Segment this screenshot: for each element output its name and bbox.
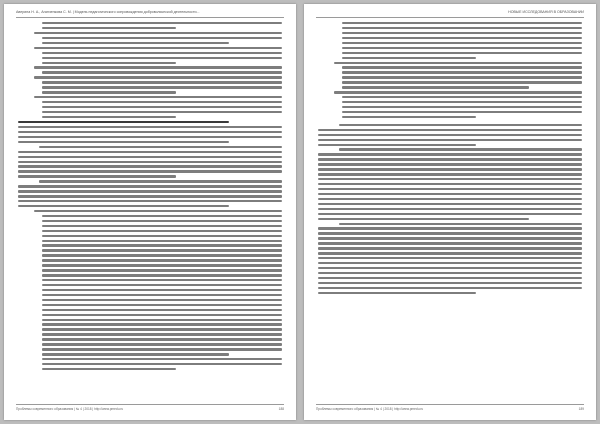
right-page-number: 189 <box>578 407 584 411</box>
left-body-text <box>18 22 282 396</box>
left-page-number: 188 <box>278 407 284 411</box>
left-running-head: Аверина Н. А., Агапченкова С. М. | Модель педагогического сопровождения добровольческой деятельности... <box>16 10 284 18</box>
left-footer-journal: Проблемы современного образования | № 4 | 2018 | http://www.pmedu.ru <box>16 407 124 411</box>
left-page <box>4 4 296 420</box>
right-page <box>304 4 596 420</box>
right-footer-journal: Проблемы современного образования | № 4 | 2018 | http://www.pmedu.ru <box>316 407 424 411</box>
right-body-text <box>318 22 582 396</box>
right-footer <box>316 404 584 411</box>
left-footer <box>16 404 284 411</box>
right-running-head: НОВЫЕ ИССЛЕДОВАНИЯ В ОБРАЗОВАНИИ <box>316 10 584 18</box>
